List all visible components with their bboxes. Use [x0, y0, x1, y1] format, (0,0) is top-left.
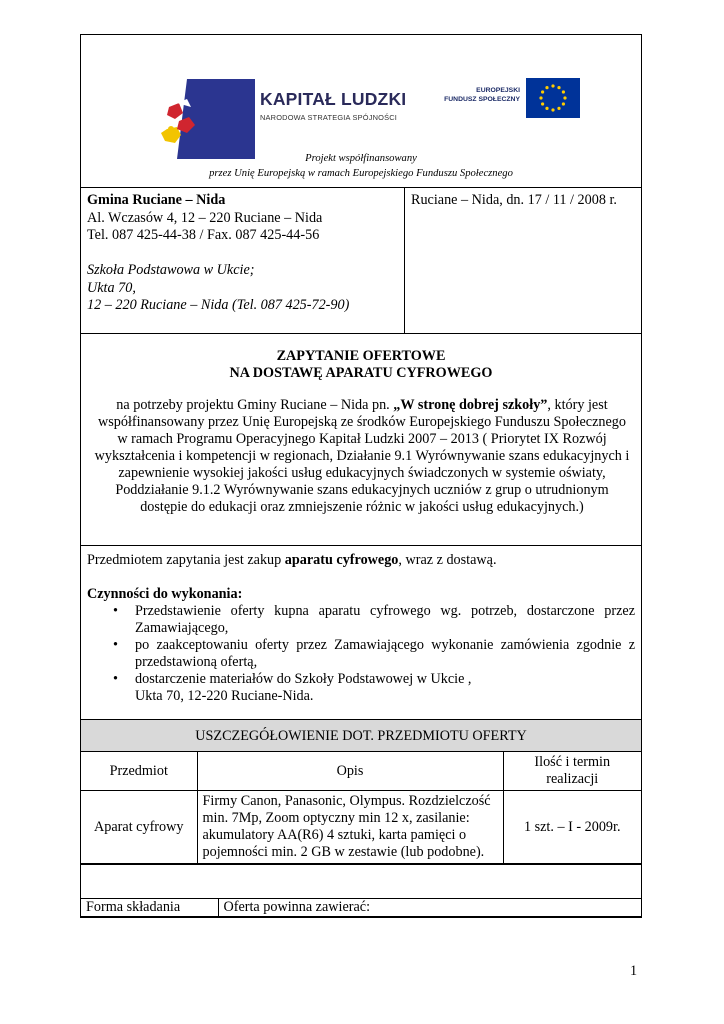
tasks-list — [87, 603, 635, 688]
table-row — [81, 899, 641, 917]
cofinanced-line2: przez Unię Europejską w ramach Europejskiego Funduszu Społecznego — [209, 168, 513, 179]
details-table-row — [81, 751, 641, 864]
subject-sentence — [87, 552, 635, 569]
subject-item: aparatu cyfrowego — [284, 552, 399, 568]
project-intro — [93, 397, 631, 516]
intro-text-rest: , który jest współfinansowany przez Unię Europejską ze środków Europejskiego Funduszu Społecznego w ramach Programu Operacyjnego Kapitał Ludzki 2007 – 2013 ( Priorytet IX Rozwój wykształcenia i kompetencji w regionach, Działanie 9.1 Wyrównywanie szans edukacyjnych i zapewnienie wysokiej jakości usług edukacyjnych świadczonych w systemie oświaty, Poddziałanie 9.1.2 Wyrównywanie szans edukacyjnych uczniów z grup o utrudnionym dostępie do edukacji oraz zmniejszenie różnic w jakości usług edukacyjnych.) — [94, 397, 630, 515]
spacer — [87, 245, 398, 263]
address-row — [81, 187, 641, 333]
intro-text-start: na potrzeby projektu Gminy Ruciane – Nida pn. — [116, 397, 394, 413]
address-block — [81, 188, 405, 333]
form-row — [81, 898, 641, 917]
efs-text — [444, 86, 520, 104]
date-block — [405, 188, 641, 333]
list-item: • dostarczenie materiałów do Szkoły Podstawowej w Ukcie , — [87, 671, 635, 688]
subject-text-start: Przedmiotem zapytania jest zakup — [87, 552, 285, 568]
document-date: Ruciane – Nida, dn. 17 / 11 / 2008 r. — [411, 192, 617, 208]
school-city: 12 – 220 Ruciane – Nida (Tel. 087 425-72-90) — [87, 297, 350, 313]
efs-line1: EUROPEJSKI — [476, 87, 520, 94]
logo-header — [81, 35, 641, 187]
title-row — [81, 333, 641, 545]
list-item: • Przedstawienie oferty kupna aparatu cyfrowego wg. potrzeb, dostarczone przez Zamawiającego, — [87, 603, 635, 637]
efs-line2: FUNDUSZ SPOŁECZNY — [444, 96, 520, 103]
tasks-heading: Czynności do wykonania: — [87, 586, 243, 602]
municipality-name: Gmina Ruciane – Nida — [87, 192, 226, 208]
form-value: Oferta powinna zawierać: — [218, 899, 641, 917]
empty-row — [81, 864, 641, 898]
column-header-item: Przedmiot — [81, 752, 197, 791]
item-cell: Aparat cyfrowy — [81, 791, 197, 864]
details-heading: USZCZEGÓŁOWIENIE DOT. PRZEDMIOTU OFERTY — [81, 719, 641, 751]
kapital-ludzki-emblem — [147, 73, 257, 163]
eu-flag-icon — [526, 78, 580, 118]
list-item: • po zaakceptowaniu oferty przez Zamawiającego wykonanie zamówienia zgodnie z przedstawioną ofertą, — [87, 637, 635, 671]
project-name: „W stronę dobrej szkoły” — [393, 397, 548, 413]
table-header-row — [81, 752, 641, 791]
table-row — [81, 791, 641, 864]
page-number: 1 — [630, 963, 638, 979]
description-cell: Firmy Canon, Panasonic, Olympus. Rozdzielczość min. 7Mp, Zoom optyczny min 12 x, zasilanie: akumulatory AA(R6) 4 sztuki, karta pamięci o pojemności min. 2 GB w zestawie (lub podobne). — [197, 791, 503, 864]
kapital-ludzki-logo — [147, 73, 437, 163]
school-street: Ukta 70, — [87, 279, 136, 296]
column-header-description: Opis — [197, 752, 503, 791]
subject-row — [81, 545, 641, 719]
quantity-cell: 1 szt. – I - 2009r. — [503, 791, 641, 864]
spacer — [87, 569, 635, 586]
kapital-ludzki-subtitle: NARODOWA STRATEGIA SPÓJNOŚCI — [260, 113, 398, 122]
municipality-street: Al. Wczasów 4, 12 – 220 Ruciane – Nida — [87, 209, 323, 226]
eu-stars — [526, 78, 580, 118]
subject-text-end: , wraz z dostawą. — [398, 552, 497, 568]
efs-logo — [435, 78, 585, 120]
document-title: ZAPYTANIE OFERTOWE — [276, 348, 446, 364]
details-table — [81, 752, 641, 864]
document-subtitle: NA DOSTAWĘ APARATU CYFROWEGO — [229, 365, 493, 381]
column-header-quantity: Ilość i termin realizacji — [503, 752, 641, 791]
task-address-continuation: Ukta 70, 12-220 Ruciane-Nida. — [135, 688, 314, 704]
cofinanced-line1: Projekt współfinansowany — [305, 153, 417, 164]
kapital-ludzki-title: KAPITAŁ LUDZKI — [260, 89, 407, 109]
form-table — [81, 899, 641, 917]
school-name: Szkoła Podstawowa w Ukcie; — [87, 262, 255, 278]
document-frame — [80, 34, 642, 918]
form-label: Forma składania — [81, 899, 218, 917]
municipality-phone: Tel. 087 425-44-38 / Fax. 087 425-44-56 — [87, 227, 320, 243]
